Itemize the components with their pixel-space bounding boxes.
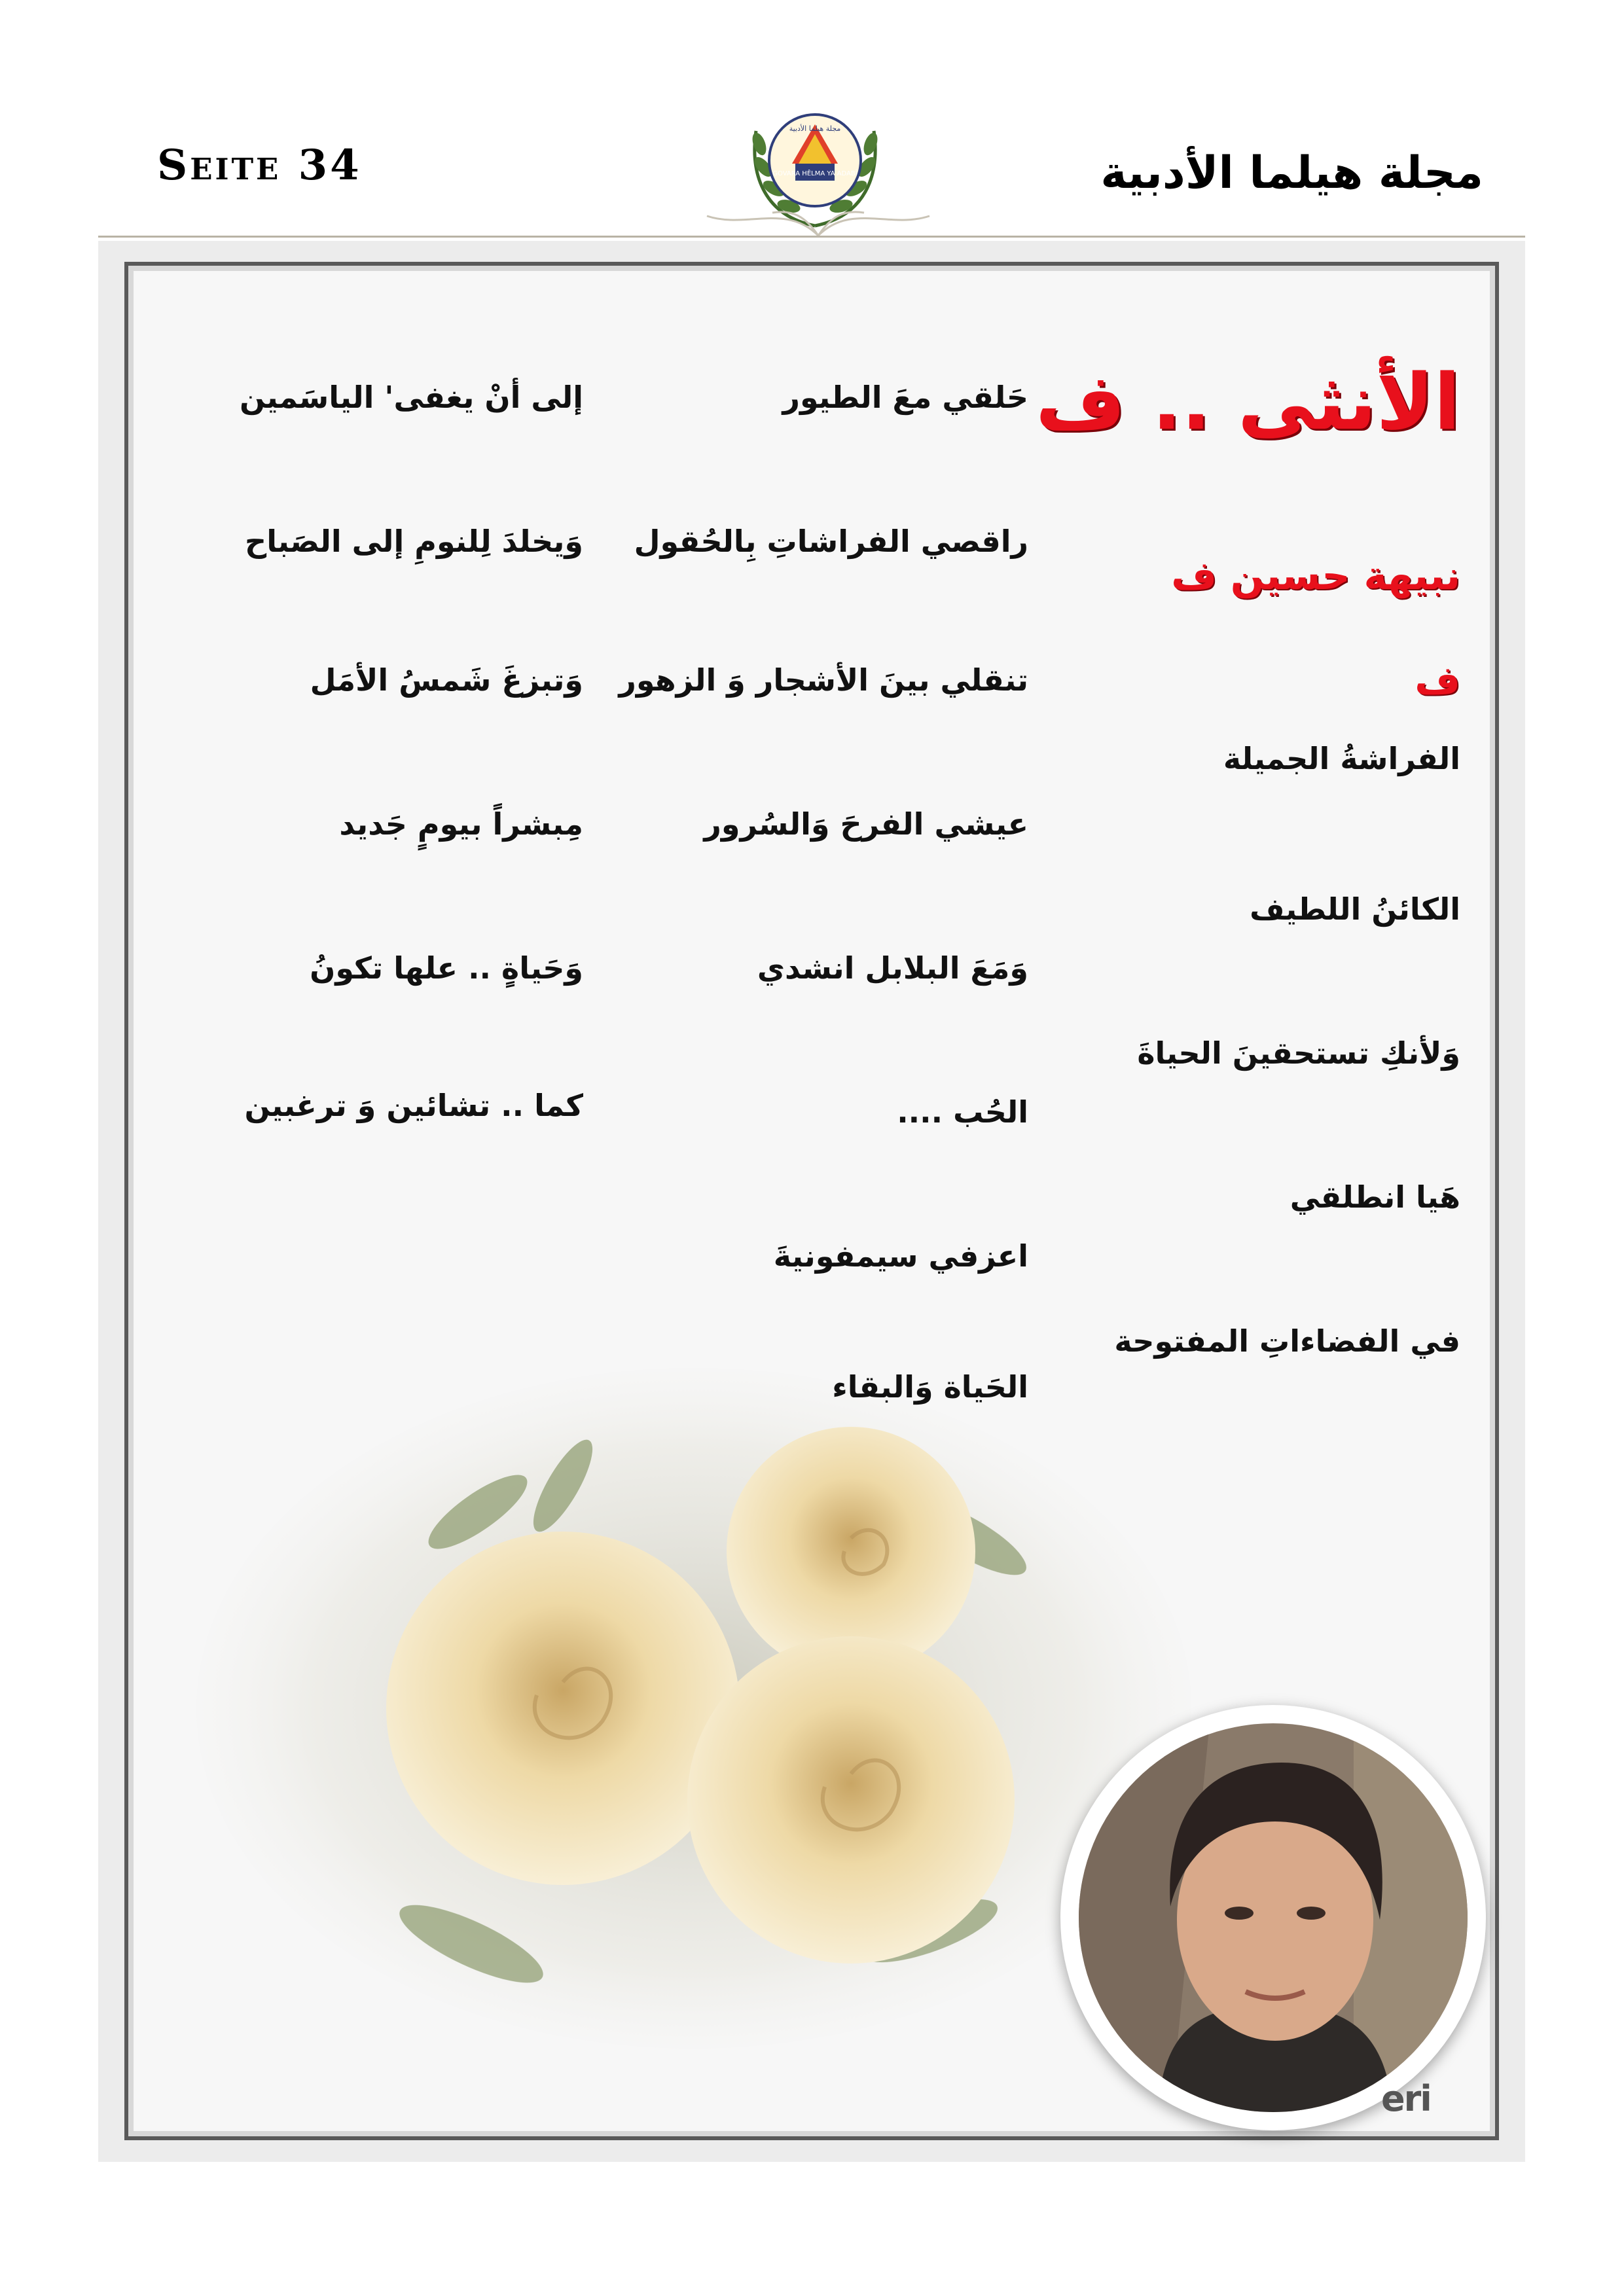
poem-line: وَيخلدَ لِلنومِ إلى الصَباح	[245, 524, 583, 559]
poem-line: وَتبزغَ شَمسُ الأمَل	[310, 662, 583, 698]
poem-line: اعزفي سيمفونيةَ	[773, 1238, 1028, 1274]
author-photo	[1079, 1723, 1468, 2112]
poem-line: تنقلي بينَ الأشجار وَ الزهور	[619, 662, 1028, 698]
poem-line: الحُب ....	[897, 1094, 1028, 1130]
poem-line: راقصي الفراشاتِ بِالحُقول	[634, 524, 1028, 559]
poem-line: كما .. تشائين وَ ترغبين	[244, 1088, 583, 1123]
logo-text-bottom: GOVARA HÊLMA YA ADABÎ	[772, 170, 857, 177]
poem-line: مِبشراً بيومٍ جَديد	[339, 806, 583, 842]
author-portrait-icon	[1079, 1723, 1468, 2112]
page-number-label: Seite 34	[157, 141, 362, 190]
logo-text-top: مجلة هيلما الأدبية	[789, 124, 841, 133]
poem-line: وَمَعَ البلابل انشدي	[757, 950, 1028, 986]
poem-line: وَلأنكِ تستحقينَ الحياةَ	[1137, 1035, 1460, 1071]
poem-line: عيشي الفرحَ وَالسُرور	[704, 806, 1028, 842]
poem-author: نبيهة حسين ف	[1171, 553, 1460, 599]
image-watermark: eri	[1381, 2078, 1431, 2119]
author-mark: ف	[1415, 658, 1460, 704]
poem-line: الفراشةُ الجميلة	[1223, 741, 1460, 776]
poem-line: الكائنُ اللطيف	[1250, 891, 1460, 927]
poem-line: في الفضاءاتِ المفتوحة	[1114, 1323, 1460, 1359]
poem-line: حَلقي معَ الطيور	[782, 380, 1028, 415]
poem-line: هَيا انطلقي	[1290, 1179, 1460, 1215]
poem-title: الأنثى .. ف	[1035, 357, 1460, 447]
poem-line: إلى أنْ يغفى' الياسَمين	[240, 380, 583, 415]
header-divider	[98, 236, 1525, 238]
poem-line: الحَياة وَالبقاء	[832, 1369, 1028, 1405]
magazine-title: مجلة هيلما الأدبية	[1100, 147, 1483, 199]
header-ornament	[694, 190, 943, 242]
poem-line: وَحَياةٍ .. علها تكونُ	[310, 950, 583, 986]
roses-illustration	[196, 1342, 1218, 2094]
